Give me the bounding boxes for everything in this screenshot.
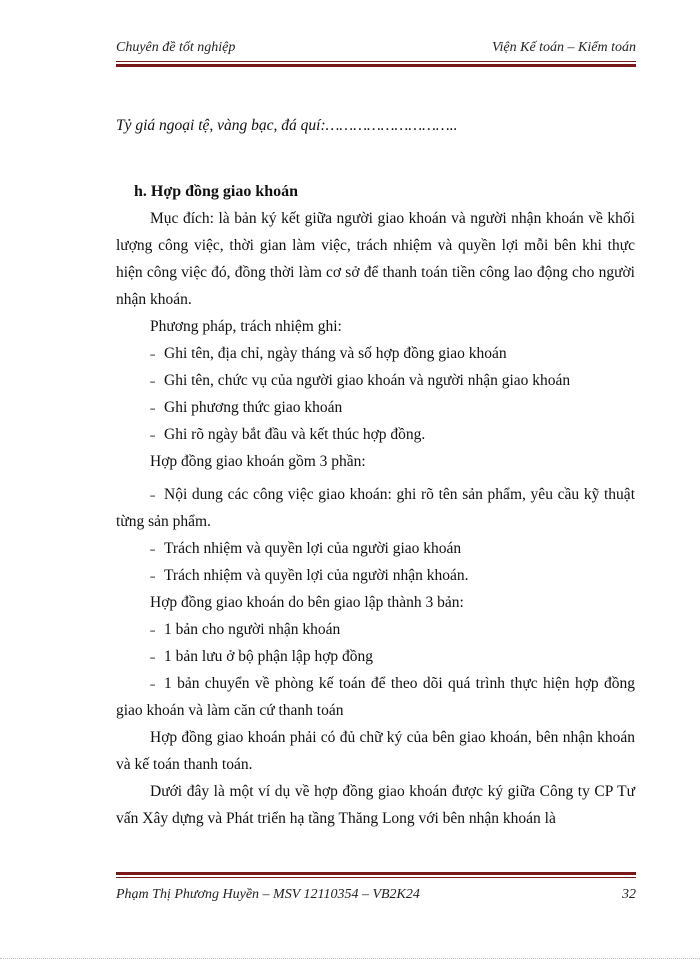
header-report-title: Chuyên đề tốt nghiệp xyxy=(116,40,236,55)
section-heading: h. Hợp đồng giao khoán xyxy=(134,183,299,200)
list-item: ˗ 1 bản cho người nhận khoán xyxy=(116,616,635,643)
dash-marker: ˗ xyxy=(150,621,156,638)
page-number: 32 xyxy=(622,887,636,902)
footer-author: Phạm Thị Phương Huyền – MSV 12110354 – VB2K24 xyxy=(116,887,420,902)
dash-marker: ˗ xyxy=(150,540,156,557)
dash-marker: ˗ xyxy=(150,486,156,503)
exchange-rate-line: Tỷ giá ngoại tệ, vàng bạc, đá quí:……………………….. xyxy=(116,117,458,134)
footer-rule-thin xyxy=(116,877,636,878)
list-item: ˗ Ghi phương thức giao khoán xyxy=(116,394,635,421)
header-rule-thin xyxy=(116,61,636,62)
signature-paragraph: Hợp đồng giao khoán phải có đủ chữ ký của bên giao khoán, bên nhận khoán và kế toán thanh toán. xyxy=(116,729,635,773)
page-body xyxy=(116,108,635,832)
header-rule-thick xyxy=(116,64,636,67)
list-item: ˗ Trách nhiệm và quyền lợi của người giao khoán xyxy=(116,535,635,562)
dash-marker: ˗ xyxy=(150,675,156,692)
page-footer xyxy=(116,887,636,907)
parts-title: Hợp đồng giao khoán gồm 3 phần: xyxy=(150,453,366,470)
purpose-paragraph: Mục đích: là bản ký kết giữa người giao khoán và người nhận khoán về khối lượng công việc, thời gian làm việc, trách nhiệm và quyền lợi mỗi bên khi thực hiện công việc đó, đồng thời làm cơ sở để thanh toán tiền công lao động cho người nhận khoán. xyxy=(116,210,635,308)
list-item: ˗ Ghi rõ ngày bắt đầu và kết thúc hợp đồng. xyxy=(116,421,635,448)
list-item: ˗ 1 bản lưu ở bộ phận lập hợp đồng xyxy=(116,643,635,670)
list-item: ˗ Ghi tên, chức vụ của người giao khoán và người nhận giao khoán xyxy=(116,367,635,394)
example-paragraph: Dưới đây là một ví dụ về hợp đồng giao khoán được ký giữa Công ty CP Tư vấn Xây dựng và Phát triển hạ tầng Thăng Long với bên nhận khoán là xyxy=(116,783,635,827)
dash-marker: ˗ xyxy=(150,426,156,443)
list-item: ˗ Trách nhiệm và quyền lợi của người nhận khoán. xyxy=(116,562,635,589)
copies-title: Hợp đồng giao khoán do bên giao lập thành 3 bản: xyxy=(150,594,464,611)
header-institute: Viện Kế toán – Kiểm toán xyxy=(492,40,636,55)
footer-rule-thick xyxy=(116,872,636,875)
page-header xyxy=(116,40,636,60)
list-item: ˗ Ghi tên, địa chỉ, ngày tháng và số hợp đồng giao khoán xyxy=(116,340,635,367)
dash-marker: ˗ xyxy=(150,648,156,665)
dash-marker: ˗ xyxy=(150,567,156,584)
dash-marker: ˗ xyxy=(150,345,156,362)
dash-marker: ˗ xyxy=(150,399,156,416)
method-title: Phương pháp, trách nhiệm ghi: xyxy=(150,318,342,335)
list-item: ˗ 1 bản chuyển về phòng kế toán để theo dõi quá trình thực hiện hợp đồng giao khoán và làm căn cứ thanh toán xyxy=(116,670,635,724)
list-item: ˗ Nội dung các công việc giao khoán: ghi rõ tên sản phẩm, yêu cầu kỹ thuật từng sản phẩm. xyxy=(116,481,635,535)
dash-marker: ˗ xyxy=(150,372,156,389)
